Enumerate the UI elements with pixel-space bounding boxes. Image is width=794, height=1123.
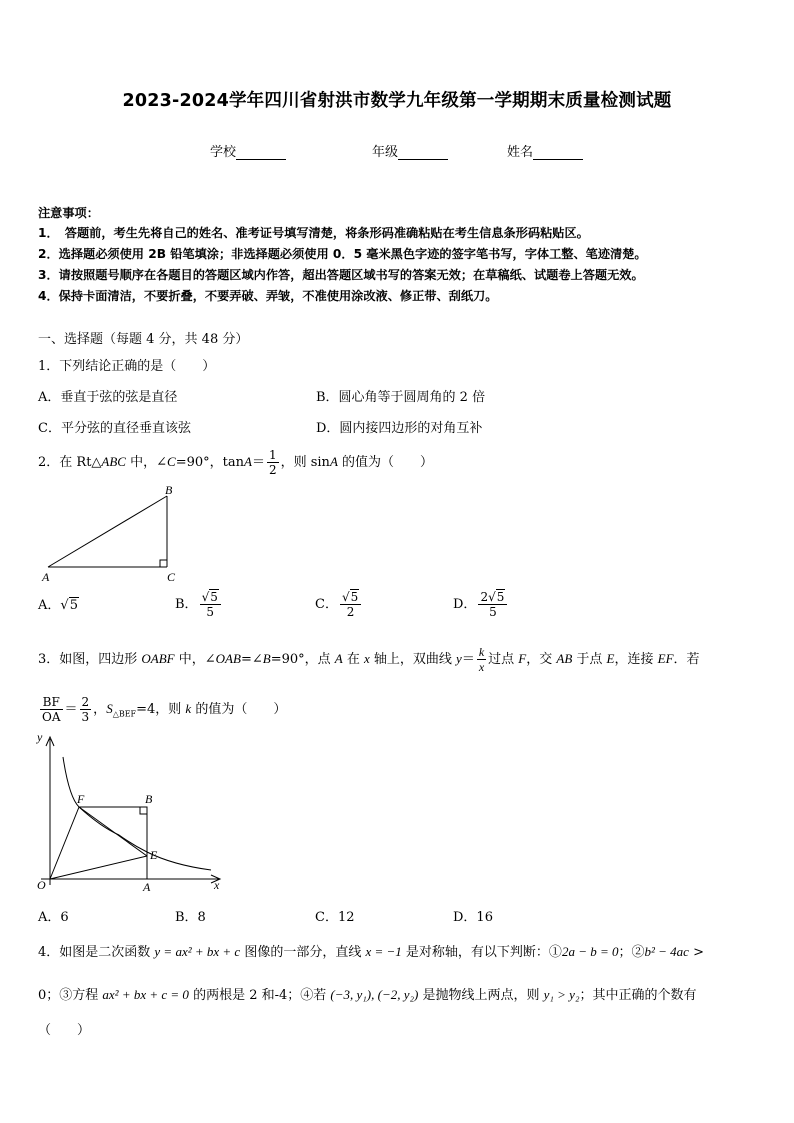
point-label-f: F xyxy=(77,792,85,806)
q3-text: =4，则 xyxy=(136,702,186,717)
q3-text: 于点 xyxy=(572,652,607,667)
q3-var: OAB xyxy=(215,651,241,666)
q2-frac-num: 1 xyxy=(268,448,277,462)
frac-den: OA xyxy=(42,710,61,724)
q3-var: E xyxy=(606,651,615,666)
q3-text: 的值为（ ） xyxy=(191,702,287,717)
notice-item: 3．请按照题号顺序在各题目的答题区域内作答，超出答题区域书写的答案无效；在草稿纸、试题卷上答题无效。 xyxy=(38,268,644,282)
q2-text: 2．在 Rt△ xyxy=(38,455,102,470)
school-label: 学校 xyxy=(210,145,237,160)
q3-var: y xyxy=(456,651,462,666)
segment-fe xyxy=(79,807,147,856)
grade-blank xyxy=(398,145,448,160)
q2-text: 中，∠ xyxy=(125,455,168,470)
frac-den: x xyxy=(478,660,485,674)
q2-text: ＝ xyxy=(251,455,265,470)
segment-of xyxy=(50,807,79,879)
radicand: 5 xyxy=(210,590,218,604)
q3-text: ， xyxy=(93,702,107,717)
axis-label-x: x xyxy=(214,878,220,892)
right-angle-mark xyxy=(160,560,167,567)
q3-text: ．若 xyxy=(673,652,700,667)
q3-fraction-bf-oa xyxy=(40,695,63,724)
q3-var: A xyxy=(334,651,343,666)
q3-text: ＝ xyxy=(64,702,78,717)
point-label-b: B xyxy=(165,483,173,497)
q4-text: 4．如图是二次函数 xyxy=(38,945,155,960)
q4-formula: y₁ > y₂ xyxy=(543,987,580,1002)
option-label: A． xyxy=(38,598,61,613)
question-2-option-d xyxy=(453,588,509,622)
q4-text: ；② xyxy=(618,945,645,960)
name-field xyxy=(507,141,583,160)
question-3-option-c: C．12 xyxy=(315,910,355,925)
page-title: 2023-2024学年四川省射洪市数学九年级第一学期期末质量检测试题 xyxy=(122,91,672,111)
q3-var: OABF xyxy=(141,651,175,666)
question-1-option-c: C．平分弦的直径垂直该弦 xyxy=(38,421,191,436)
option-fraction: $\frac{2√5}{5}$ xyxy=(478,590,507,619)
q2-text: =90°，tan xyxy=(175,455,244,470)
frac-num: 2 xyxy=(81,695,90,709)
frac-den: 2 xyxy=(346,605,355,619)
point-label-b: B xyxy=(145,792,153,806)
notice-item: 1． 答题前，考生先将自己的姓名、准考证号填写清楚，将条形码准确粘贴在考生信息条形码粘贴区。 xyxy=(38,226,589,240)
q4-formula: ax² + bx + c = 0 xyxy=(102,987,189,1002)
q2-text: ，则 sin xyxy=(280,455,330,470)
question-1-option-b: B．圆心角等于圆周角的 2 倍 xyxy=(316,390,486,405)
q4-text: ；其中正确的个数有 xyxy=(579,988,697,1003)
q4-formula: y = ax² + bx + c xyxy=(154,944,241,959)
question-3-stem-line1 xyxy=(38,642,700,677)
option-label: B． xyxy=(175,597,198,612)
q3-var: F xyxy=(518,651,527,666)
q3-var: B xyxy=(262,651,271,666)
radicand: 5 xyxy=(350,590,359,604)
option-fraction: $\frac{√5}{5}$ xyxy=(200,590,221,619)
question-4-stem-line1 xyxy=(38,941,704,960)
q2-var: A xyxy=(243,454,252,469)
question-3-option-b: B．8 xyxy=(175,910,206,925)
q3-subscript: △BEF xyxy=(112,709,137,719)
section-heading: 一、选择题（每题 4 分，共 48 分） xyxy=(38,332,249,347)
q3-text: ，交 xyxy=(526,652,557,667)
axis-label-y: y xyxy=(37,730,43,744)
notice-heading: 注意事项： xyxy=(38,206,99,220)
q3-text: 在 xyxy=(342,652,364,667)
frac-den: 5 xyxy=(206,605,215,619)
grade-label: 年级 xyxy=(372,145,399,160)
point-label-a: A xyxy=(143,880,151,894)
point-label-o: O xyxy=(37,878,46,892)
frac-den: 3 xyxy=(81,710,90,724)
segment-oe xyxy=(50,856,147,879)
q2-triangle-figure xyxy=(38,482,188,586)
school-field xyxy=(210,141,286,160)
q4-text: 是抛物线上两点，则 xyxy=(418,988,544,1003)
q4-formula: 2a − b = 0 xyxy=(561,944,619,959)
q3-text: =90°，点 xyxy=(270,652,335,667)
q4-text: 是对称轴，有以下判断：① xyxy=(401,945,562,960)
q3-text: 过点 xyxy=(488,652,519,667)
q3-text: 轴上，双曲线 xyxy=(369,652,457,667)
q3-text: ，连接 xyxy=(614,652,658,667)
frac-num: BF xyxy=(40,695,63,710)
question-1-stem: 1．下列结论正确的是（ ） xyxy=(38,359,216,374)
question-3-option-a: A．6 xyxy=(38,910,69,925)
q2-frac-den: 2 xyxy=(268,463,277,477)
q3-hyperbola-figure xyxy=(33,727,233,895)
q3-fraction-2-3 xyxy=(80,695,92,724)
notice-item: 4．保持卡面清洁，不要折叠，不要弄破、弄皱，不准使用涂改液、修正带、刮纸刀。 xyxy=(38,289,498,303)
q3-text: ＝ xyxy=(461,652,475,667)
question-1-option-d: D．圆内接四边形的对角互补 xyxy=(316,421,483,436)
q3-var: S xyxy=(106,701,113,716)
point-label-c: C xyxy=(167,570,176,584)
point-label-a: A xyxy=(42,570,50,584)
q2-var: A xyxy=(329,454,338,469)
q4-formula: (−3, y₁), (−2, y₂) xyxy=(330,987,419,1002)
grade-field xyxy=(372,141,448,160)
q4-text: 的两根是 2 和-4；④若 xyxy=(188,988,331,1003)
q3-var: AB xyxy=(556,651,573,666)
radicand: 5 xyxy=(496,590,505,604)
q3-var: x xyxy=(363,651,370,666)
frac-num: k xyxy=(478,645,485,659)
question-3-option-d: D．16 xyxy=(453,910,493,925)
question-2-option-c xyxy=(315,588,363,622)
question-2-stem xyxy=(38,446,433,478)
q2-fraction xyxy=(267,448,279,477)
q2-var: ABC xyxy=(101,454,126,469)
notice-item: 2．选择题必须使用 2B 铅笔填涂；非选择题必须使用 0．5 毫米黑色字迹的签字笔书写，字体工整、笔迹清楚。 xyxy=(38,247,647,261)
hyperbola-curve xyxy=(63,757,211,870)
q3-text: =∠ xyxy=(240,652,263,667)
question-1-option-a: A．垂直于弦的弦是直径 xyxy=(38,390,178,405)
q4-text: 图像的一部分，直线 xyxy=(240,945,366,960)
frac-den: 5 xyxy=(489,605,497,619)
triangle-side-ab xyxy=(48,496,167,567)
name-label: 姓名 xyxy=(507,145,534,160)
q4-text: > xyxy=(688,945,704,960)
option-fraction: $\frac{√5}{2}$ xyxy=(340,590,361,619)
q3-text: 3．如图，四边形 xyxy=(38,652,142,667)
q3-text: 中，∠ xyxy=(174,652,216,667)
coef: 2 xyxy=(480,590,489,604)
option-label: D． xyxy=(453,597,477,612)
q2-var: C xyxy=(167,454,176,469)
question-4-stem-line2 xyxy=(38,984,697,1003)
q3-var: EF xyxy=(657,651,674,666)
question-4-answer-blank: （ ） xyxy=(38,1023,91,1038)
option-label: C． xyxy=(315,597,338,612)
right-angle-mark xyxy=(140,807,147,814)
q4-formula: b² − 4ac xyxy=(644,944,689,959)
point-label-e: E xyxy=(150,848,158,862)
question-3-stem-line2 xyxy=(38,692,286,732)
question-2-option-b xyxy=(175,588,223,622)
school-blank xyxy=(236,145,286,160)
question-2-option-a: A．√5 xyxy=(38,598,78,613)
radicand: 5 xyxy=(69,598,78,613)
q3-var: k xyxy=(185,701,192,716)
name-blank xyxy=(533,145,583,160)
q3-fraction-k-x xyxy=(477,645,486,674)
q4-text: 0；③方程 xyxy=(38,988,103,1003)
q4-formula: x = −1 xyxy=(365,944,402,959)
q2-text: 的值为（ ） xyxy=(337,455,434,470)
